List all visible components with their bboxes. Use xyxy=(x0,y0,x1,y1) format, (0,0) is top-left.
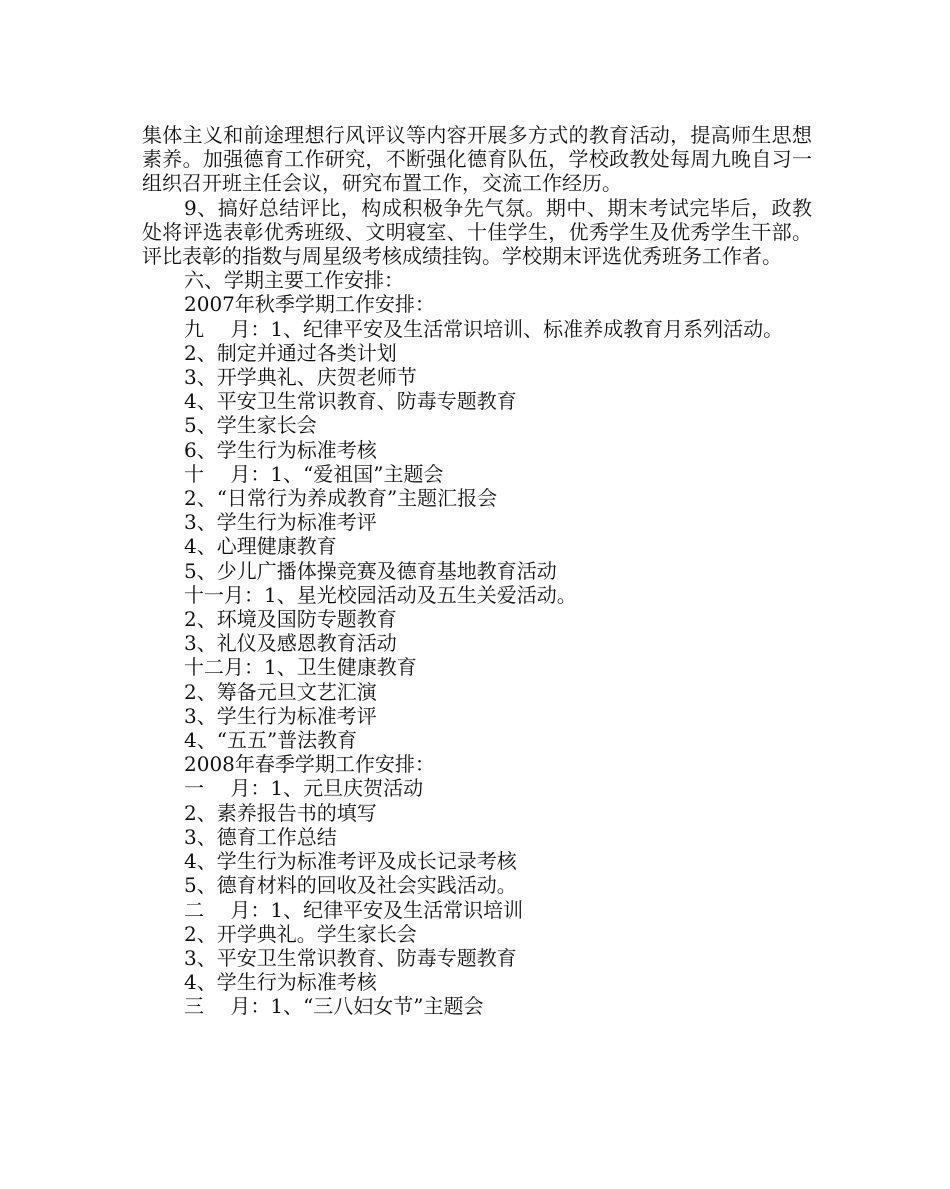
paragraph-evaluation: 9、搞好总结评比，构成积极争先气氛。期中、期末考试完毕后，政教处将评选表彰优秀班级、文明寝室、十佳学生，优秀学生及优秀学生干部。评比表彰的指数与周星级考核成绩挂钩。学校期末评选优秀班务工作者。 xyxy=(142,195,812,269)
list-item: 2、开学典礼。学生家长会 xyxy=(184,921,417,946)
list-item: 3、学生行为标准考评 xyxy=(184,510,377,535)
list-item: 4、学生行为标准考评及成长记录考核 xyxy=(184,849,517,874)
list-item: 3、德育工作总结 xyxy=(184,824,337,849)
month-heading-march: 三 月：1、“三八妇女节”主题会 xyxy=(184,994,484,1019)
list-item: 4、学生行为标准考核 xyxy=(184,970,377,995)
list-item: 4、平安卫生常识教育、防毒专题教育 xyxy=(184,389,517,414)
list-item: 3、学生行为标准考评 xyxy=(184,703,377,728)
list-item: 2、环境及国防专题教育 xyxy=(184,607,397,632)
list-item: 6、学生行为标准考核 xyxy=(184,437,377,462)
list-item: 2、“日常行为养成教育”主题汇报会 xyxy=(184,486,498,511)
list-item: 2、素养报告书的填写 xyxy=(184,800,377,825)
list-item: 5、德育材料的回收及社会实践活动。 xyxy=(184,873,517,898)
subheading-2008-spring: 2008年春季学期工作安排： xyxy=(184,752,435,777)
list-item: 4、“五五”普法教育 xyxy=(184,728,358,753)
month-heading-february: 二 月：1、纪律平安及生活常识培训 xyxy=(184,897,524,922)
september-item-1: 九 月：1、纪律平安及生活常识培训、标准养成教育月系列活动。 xyxy=(184,316,784,341)
list-item: 2、筹备元旦文艺汇演 xyxy=(184,679,377,704)
list-item: 3、开学典礼、庆贺老师节 xyxy=(184,365,417,390)
month-heading-january: 一 月：1、元旦庆贺活动 xyxy=(184,776,424,801)
paragraph-moral-education-activities: 集体主义和前途理想行风评议等内容开展多方式的教育活动，提高师生思想素养。加强德育工作研究，不断强化德育队伍，学校政教处每周九晚自习一组织召开班主任会议，研究布置工作，交流工作经历。 xyxy=(142,123,812,196)
list-item: 5、少儿广播体操竞赛及德育基地教育活动 xyxy=(184,558,557,583)
list-item: 4、心理健康教育 xyxy=(184,534,337,559)
list-item: 5、学生家长会 xyxy=(184,413,317,438)
section-heading-schedule: 六、学期主要工作安排： xyxy=(184,268,404,293)
month-heading-november: 十一月：1、星光校园活动及五生关爱活动。 xyxy=(184,582,577,607)
document-page xyxy=(142,123,812,1019)
month-heading-october: 十 月：1、“爱祖国”主题会 xyxy=(184,461,444,486)
subheading-2007-autumn: 2007年秋季学期工作安排： xyxy=(184,292,435,317)
list-item: 2、制定并通过各类计划 xyxy=(184,340,397,365)
month-heading-december: 十二月：1、卫生健康教育 xyxy=(184,655,417,680)
list-item: 3、礼仪及感恩教育活动 xyxy=(184,631,397,656)
list-item: 3、平安卫生常识教育、防毒专题教育 xyxy=(184,945,517,970)
